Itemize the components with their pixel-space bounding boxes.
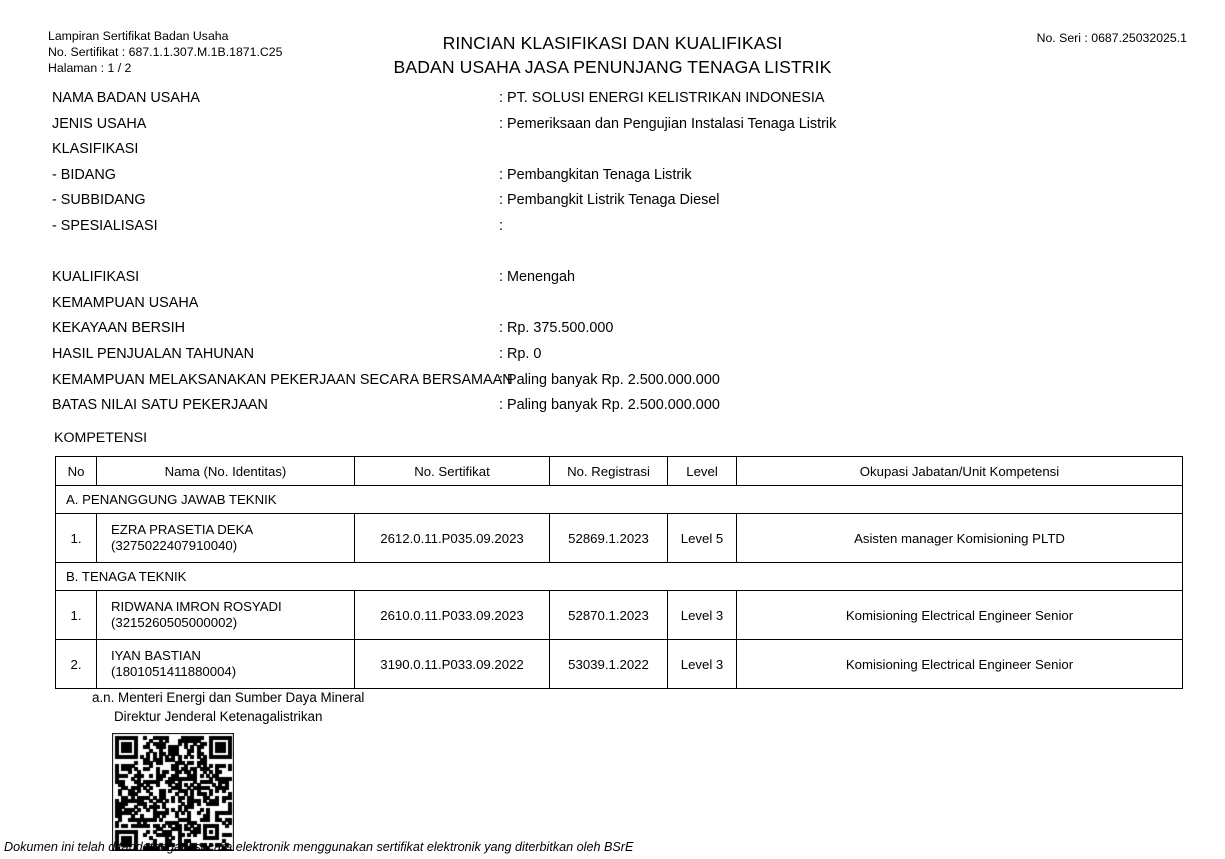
info-row bbox=[0, 216, 1225, 242]
info-label: JENIS USAHA bbox=[52, 115, 147, 132]
qr-code bbox=[112, 733, 234, 851]
cell-registrasi: 53039.1.2022 bbox=[550, 640, 668, 689]
info-row bbox=[0, 190, 1225, 216]
cell-level: Level 3 bbox=[668, 640, 737, 689]
qr-code-canvas bbox=[112, 733, 234, 851]
info-row bbox=[0, 293, 1225, 319]
signature-line-1: a.n. Menteri Energi dan Sumber Daya Mineral bbox=[92, 690, 365, 705]
col-header-okupasi: Okupasi Jabatan/Unit Kompetensi bbox=[737, 457, 1183, 486]
info-label: - SUBBIDANG bbox=[52, 192, 146, 209]
cell-registrasi: 52870.1.2023 bbox=[550, 591, 668, 640]
info-row bbox=[0, 88, 1225, 114]
col-header-no: No bbox=[56, 457, 97, 486]
info-label: BATAS NILAI SATU PEKERJAAN bbox=[52, 397, 268, 414]
cell-okupasi: Komisioning Electrical Engineer Senior bbox=[737, 640, 1183, 689]
cell-nama bbox=[97, 514, 355, 563]
info-row bbox=[0, 370, 1225, 396]
info-label: HASIL PENJUALAN TAHUNAN bbox=[52, 345, 255, 362]
kompetensi-heading: KOMPETENSI bbox=[54, 430, 148, 446]
cell-no: 1. bbox=[56, 591, 97, 640]
cell-registrasi: 52869.1.2023 bbox=[550, 514, 668, 563]
person-identity-number: (3275022407910040) bbox=[111, 538, 238, 553]
info-row bbox=[0, 267, 1225, 293]
signature-line-2: Direktur Jenderal Ketenagalistrikan bbox=[114, 708, 323, 724]
info-label: KEMAMPUAN USAHA bbox=[52, 294, 199, 311]
cell-no: 1. bbox=[56, 514, 97, 563]
table-row bbox=[56, 514, 1183, 563]
info-section bbox=[0, 88, 1225, 421]
section-header-b bbox=[56, 563, 1183, 591]
info-label: NAMA BADAN USAHA bbox=[52, 90, 200, 106]
info-value: : Paling banyak Rp. 2.500.000.000 bbox=[499, 397, 720, 414]
table-row bbox=[56, 591, 1183, 640]
info-value: : Pembangkitan Tenaga Listrik bbox=[499, 166, 692, 183]
person-name: IYAN BASTIAN bbox=[111, 647, 201, 663]
cell-sertifikat: 3190.0.11.P033.09.2022 bbox=[355, 640, 550, 689]
info-row bbox=[0, 114, 1225, 140]
info-row bbox=[0, 242, 1225, 268]
cell-nama bbox=[97, 591, 355, 640]
attachment-label: Lampiran Sertifikat Badan Usaha bbox=[48, 29, 229, 43]
info-label: - SPESIALISASI bbox=[52, 217, 158, 234]
title-line-1: RINCIAN KLASIFIKASI DAN KUALIFIKASI bbox=[442, 33, 783, 53]
info-row bbox=[0, 318, 1225, 344]
cell-level: Level 5 bbox=[668, 514, 737, 563]
info-value: : bbox=[499, 217, 503, 234]
table-row bbox=[56, 640, 1183, 689]
person-name: RIDWANA IMRON ROSYADI bbox=[111, 598, 282, 614]
person-identity-number: (1801051411880004) bbox=[111, 664, 237, 679]
section-title: B. TENAGA TEKNIK bbox=[56, 563, 1183, 591]
info-row bbox=[0, 395, 1225, 421]
col-header-sertifikat: No. Sertifikat bbox=[355, 457, 550, 486]
info-value: : Paling banyak Rp. 2.500.000.000 bbox=[499, 371, 720, 388]
info-value: : PT. SOLUSI ENERGI KELISTRIKAN INDONESIA bbox=[499, 90, 825, 106]
info-value: : Rp. 375.500.000 bbox=[499, 320, 614, 337]
col-header-registrasi: No. Registrasi bbox=[550, 457, 668, 486]
table-header-row bbox=[56, 457, 1183, 486]
section-title: A. PENANGGUNG JAWAB TEKNIK bbox=[56, 486, 1183, 514]
serial-number: No. Seri : 0687.25032025.1 bbox=[1036, 31, 1187, 45]
cell-sertifikat: 2610.0.11.P033.09.2023 bbox=[355, 591, 550, 640]
info-label: - BIDANG bbox=[52, 166, 116, 183]
info-row bbox=[0, 344, 1225, 370]
section-header-a bbox=[56, 486, 1183, 514]
certificate-number: No. Sertifikat : 687.1.1.307.M.1B.1871.C25 bbox=[48, 45, 283, 60]
cell-okupasi: Komisioning Electrical Engineer Senior bbox=[737, 591, 1183, 640]
info-value: : Menengah bbox=[499, 269, 576, 286]
kompetensi-table bbox=[55, 456, 1183, 689]
info-row bbox=[0, 165, 1225, 191]
signature-block bbox=[92, 689, 364, 726]
title-line-2: BADAN USAHA JASA PENUNJANG TENAGA LISTRIK bbox=[393, 57, 832, 77]
footer-note: Dokumen ini telah ditandatangani secara elektronik menggunakan sertifikat elektronik yang diterbitkan oleh BSrE bbox=[4, 840, 634, 854]
person-name: EZRA PRASETIA DEKA bbox=[111, 521, 254, 537]
col-header-nama: Nama (No. Identitas) bbox=[97, 457, 355, 486]
info-row bbox=[0, 139, 1225, 165]
info-value: : Pembangkit Listrik Tenaga Diesel bbox=[499, 192, 720, 209]
info-label: KUALIFIKASI bbox=[52, 269, 140, 286]
cell-okupasi: Asisten manager Komisioning PLTD bbox=[737, 514, 1183, 563]
info-label: KEKAYAAN BERSIH bbox=[52, 320, 186, 337]
col-header-level: Level bbox=[668, 457, 737, 486]
info-label: KLASIFIKASI bbox=[52, 141, 139, 158]
info-value: : Pemeriksaan dan Pengujian Instalasi Tenaga Listrik bbox=[499, 115, 837, 132]
info-label: KEMAMPUAN MELAKSANAKAN PEKERJAAN SECARA BERSAMAAN bbox=[52, 371, 513, 388]
info-value: : Rp. 0 bbox=[499, 345, 542, 362]
cell-level: Level 3 bbox=[668, 591, 737, 640]
cell-no: 2. bbox=[56, 640, 97, 689]
page-label: Halaman : 1 / 2 bbox=[48, 61, 132, 76]
cell-sertifikat: 2612.0.11.P035.09.2023 bbox=[355, 514, 550, 563]
cell-nama bbox=[97, 640, 355, 689]
person-identity-number: (3215260505000002) bbox=[111, 615, 238, 630]
